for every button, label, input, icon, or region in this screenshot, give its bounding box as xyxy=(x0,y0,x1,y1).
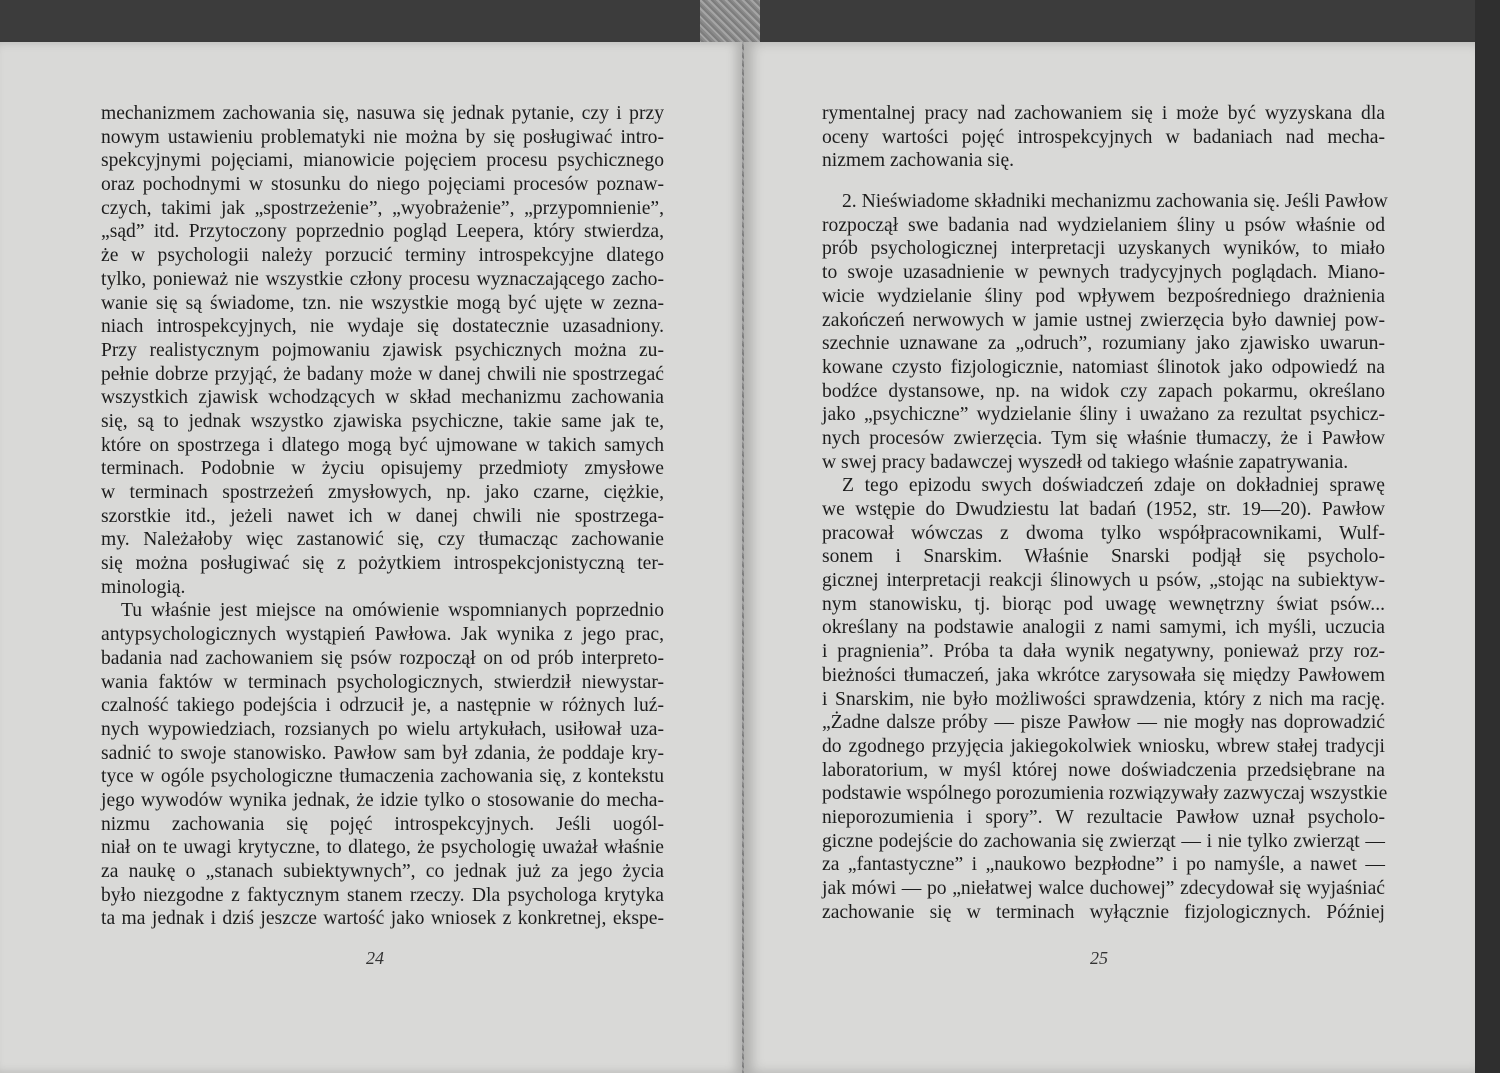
text-line: minologią. xyxy=(101,576,186,598)
text-line: określany na podstawie analogii z nami samymi, ich myśli, uczucia xyxy=(822,617,1385,639)
text-line: oceny wartości pojęć introspekcyjnych w badaniach nad mecha- xyxy=(822,126,1385,148)
text-line: sonem i Snarskim. Właśnie Snarski podjął się psycholo- xyxy=(822,546,1385,568)
text-line: my. Należałoby więc zastanowić się, czy tłumacząc zachowanie xyxy=(101,529,664,551)
text-line: nizmu zachowania się pojęć introspekcyjnych. Jeśli uogól- xyxy=(101,813,664,835)
text-line: mechanizmem zachowania się, nasuwa się jednak pytanie, czy i przy xyxy=(101,103,664,124)
text-line: za naukę o „stanach subiektywnych”, co jednak już za jego życia xyxy=(101,861,664,882)
text-line: szechnie uznawane za „odruch”, rozumiany jako zjawisko uwarun- xyxy=(822,333,1385,355)
text-line: wanie się są świadome, tzn. nie wszystkie mogą być ujęte w zezna- xyxy=(101,292,664,314)
right-page-number: 25 xyxy=(1090,948,1108,968)
text-line: nowym ustawieniu problematyki nie można by się posługiwać intro- xyxy=(101,126,664,148)
right-page-text xyxy=(822,102,1388,924)
text-line: czych, takimi jak „spostrzeżenie”, „wyobrażenie”, „przypomnienie”, xyxy=(101,197,664,219)
text-line: giczne podejście do zachowania się zwierząt — i nie tylko zwierząt — xyxy=(822,830,1385,852)
text-line: rozpoczął swe badania nad wydzielaniem śliny u psów właśnie od xyxy=(822,214,1385,236)
text-line: we wstępie do Dwudziestu lat badań (1952, str. 19—20). Pawłow xyxy=(822,499,1385,520)
text-line: ta ma jednak i dziś jeszcze wartość jako wniosek z konkretnej, ekspe- xyxy=(101,908,664,930)
text-line: gicznej interpretacji reakcji ślinowych u psów, „stojąc na subiektyw- xyxy=(822,570,1385,592)
text-line: terminach. Podobnie w życiu opisujemy przedmioty zmysłowe xyxy=(101,458,664,480)
text-line: jego wywodów wynika jednak, że idzie tylko o stosowanie do mecha- xyxy=(101,789,664,811)
text-line: bodźce dystansowe, np. na widok czy zapach pokarmu, określano xyxy=(822,380,1385,402)
text-line: w swej pracy badawczej wyszedł od takiego właśnie zapatrywania. xyxy=(822,451,1349,473)
text-line: zachowanie się w terminach wyłącznie fizjologicznych. Później xyxy=(822,901,1385,923)
text-line: podstawie wspólnego porozumienia rozwiązywały zazwyczaj wszystkie xyxy=(822,783,1388,805)
text-line: „Żadne dalsze próby — pisze Pawłow — nie mogły nas doprowadzić xyxy=(822,712,1385,734)
text-line: Z tego epizodu swych doświadczeń zdaje on dokładniej sprawę xyxy=(842,475,1385,497)
text-line: wicie wydzielanie śliny pod wpływem bezpośredniego drażnienia xyxy=(822,285,1385,307)
text-line: wszystkich zjawisk wchodzących w skład mechanizmu zachowania xyxy=(101,387,664,409)
text-line: nizmem zachowania się. xyxy=(822,150,1015,172)
text-line: tylko, ponieważ nie wszystkie człony procesu wyznaczającego zacho- xyxy=(101,268,664,290)
text-line: Przy realistycznym pojmowaniu zjawisk psychicznych można zu- xyxy=(101,339,664,361)
text-line: 2. Nieświadome składniki mechanizmu zachowania się. Jeśli Pawłow xyxy=(842,191,1388,213)
text-line: czalność takiego podejścia i odrzucił je, a następnie w różnych luź- xyxy=(101,695,664,717)
scan-background-right xyxy=(1475,0,1500,1073)
text-line: że w psychologii należy porzucić terminy introspekcyjne dlatego xyxy=(101,245,664,267)
text-line: laboratorium, w myśl której nowe doświadczenia przedsiębrane na xyxy=(822,759,1385,781)
text-line: było niezgodne z faktycznym stanem rzeczy. Dla psychologa krytyka xyxy=(101,884,664,906)
left-page-number: 24 xyxy=(366,948,384,968)
text-line: badania nad zachowaniem się psów rozpoczął on od prób interpreto- xyxy=(101,647,664,669)
text-line: i Snarskim, nie było możliwości sprawdzenia, który z nich ma rację. xyxy=(822,688,1385,710)
text-line: zakończeń nerwowych w jamie ustnej zwierzęcia było dawniej pow- xyxy=(822,309,1385,331)
text-line: „sąd” itd. Przytoczony poprzednio pogląd Leepera, który stwierdza, xyxy=(101,221,664,243)
text-line: prób psychologicznej interpretacji uzyskanych wyników, to miało xyxy=(822,238,1385,260)
text-line: które on spostrzega i dlatego mogą być ujmowane w takich samych xyxy=(101,434,664,456)
text-line: nym stanowisku, tj. biorąc pod uwagę wewnętrzny świat psów... xyxy=(822,593,1385,615)
text-line: niach introspekcyjnych, nie wydaje się dostatecznie uzasadniony. xyxy=(101,316,664,338)
text-line: się, są to jednak wszystko zjawiska psychiczne, takie same jak te, xyxy=(101,410,664,432)
text-line: się można posługiwać się z pożytkiem introspekcjonistyczną ter- xyxy=(101,553,664,575)
text-line: antypsychologicznych wystąpień Pawłowa. Jak wynika z jego prac, xyxy=(101,624,664,646)
text-line: spekcyjnymi pojęciami, mianowicie pojęciem procesu psychicznego xyxy=(101,150,664,172)
text-line: sadnić to swoje stanowisko. Pawłow sam był zdania, że poddaje kry- xyxy=(101,742,664,764)
text-line: za „fantastyczne” i „naukowo bezpłodne” i po namyśle, a nawet — xyxy=(822,854,1385,876)
text-line: i pragnienia”. Próba ta dała wynik negatywny, ponieważ przy roz- xyxy=(822,641,1385,663)
text-line: pracował wówczas z dwoma tylko współpracownikami, Wulf- xyxy=(822,522,1385,544)
text-line: nych wypowiedziach, rozsianych po wielu artykułach, usiłował uza- xyxy=(101,718,664,740)
text-line: jako „psychiczne” wydzielanie śliny i uważano za rezultat psychicz- xyxy=(822,404,1385,426)
text-line: pełnie dobrze przyjąć, że badany może w danej chwili nie spostrzegać xyxy=(101,363,664,385)
left-page-text xyxy=(101,102,664,931)
text-line: jak mówi — po „niełatwej walce duchowej” zdecydował się wyjaśniać xyxy=(822,878,1385,899)
text-line: nych procesów zwierzęcia. Tym się właśnie tłumaczy, że i Pawłow xyxy=(822,427,1385,449)
right-page xyxy=(744,42,1475,1073)
text-line: do zgodnego przyjęcia jakiegokolwiek wniosku, wbrew stałej tradycji xyxy=(822,735,1385,757)
text-line: szorstkie itd., jeżeli nawet ich w danej chwili nie spostrzega- xyxy=(101,505,664,527)
text-line: rymentalnej pracy nad zachowaniem się i może być wyzyskana dla xyxy=(822,103,1385,124)
text-line: w terminach spostrzeżeń zmysłowych, np. jako czarne, ciężkie, xyxy=(101,482,664,503)
text-line: to swoje uzasadnienie w pewnych tradycyjnych poglądach. Miano- xyxy=(822,262,1385,284)
text-line: Tu właśnie jest miejsce na omówienie wspomnianych poprzednio xyxy=(121,600,664,622)
left-page xyxy=(0,42,742,1073)
text-line: wania faktów w terminach psychologicznych, stwierdził niewystar- xyxy=(101,671,664,693)
text-line: oraz pochodnymi w stosunku do niego pojęciami procesów poznaw- xyxy=(101,174,664,196)
text-line: bieżności tłumaczeń, jaka wkrótce zarysowała się między Pawłowem xyxy=(822,664,1385,686)
text-line: tyce w ogóle psychologiczne tłumaczenia zachowania się, z kontekstu xyxy=(101,766,664,788)
text-line: nieporozumienia i spory”. W rezultacie Pawłow uznał psycholo- xyxy=(822,806,1385,828)
text-line: kowane czysto fizjologicznie, natomiast ślinotok jako odpowiedź na xyxy=(822,356,1385,378)
text-line: niał on te uwagi krytyczne, to dlatego, że psychologię uważał właśnie xyxy=(101,837,664,859)
